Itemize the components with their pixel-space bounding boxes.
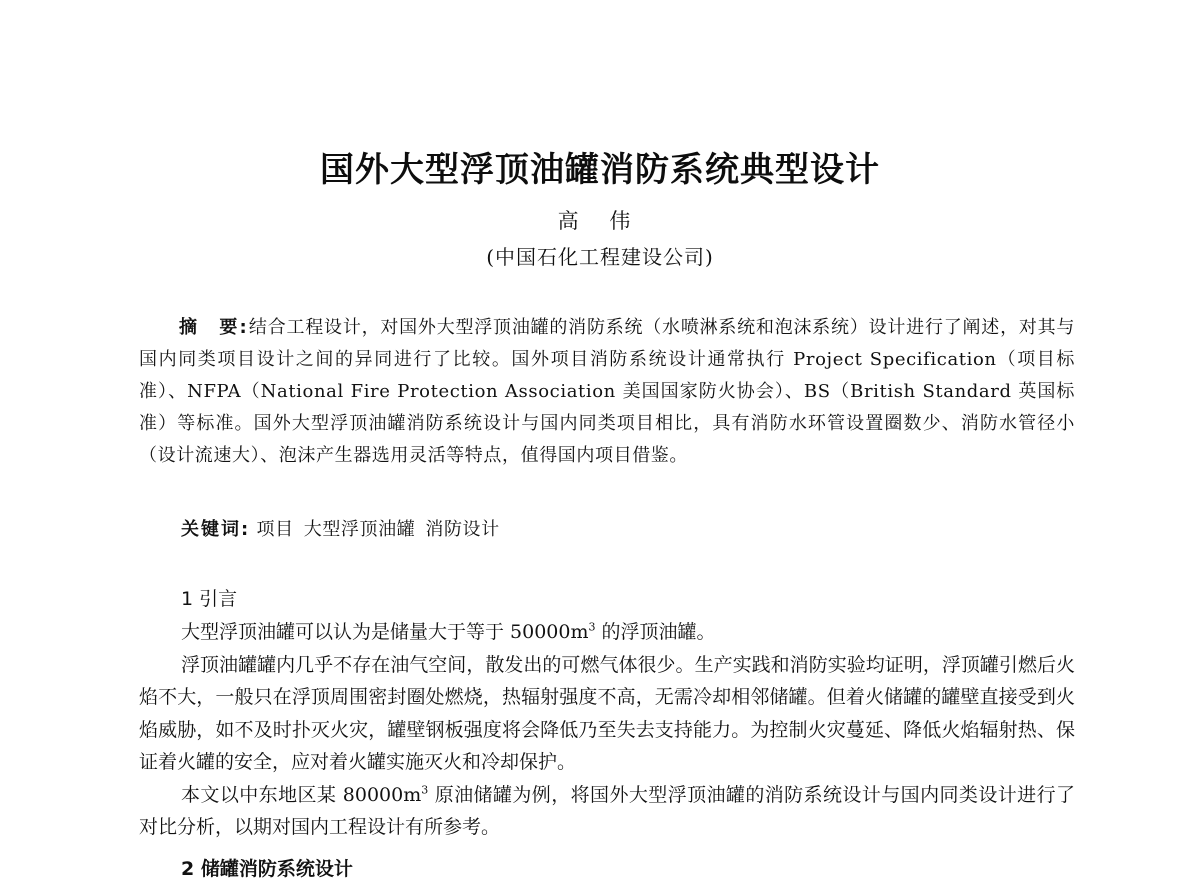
section-heading-intro: 1 引言 [181, 588, 238, 610]
abstract-text: 结合工程设计，对国外大型浮顶油罐的消防系统（水喷淋系统和泡沫系统）设计进行了阐述，对其与国内同类项目设计之间的异同进行了比较。国外项目消防系统设计通常执行 Project Specification（项目标准）、NFPA（National Fire Protection Association 美国国家防火协会）、BS（British Standard 英国标准）等标准。国外大型浮顶油罐消防系统设计与国内同类项目相比，具有消防水环管设置圈数少、消防水管径小（设计流速大）、泡沫产生器选用灵活等特点，值得国内项目借鉴。 [139, 317, 1075, 466]
author-affiliation: (中国石化工程建设公司) [486, 245, 714, 269]
keyword-item: 大型浮顶油罐 [303, 519, 416, 540]
keywords-line [181, 514, 510, 546]
keyword-item: 消防设计 [425, 519, 500, 540]
abstract-separator: : [239, 317, 249, 338]
author-name: 高 伟 [557, 209, 643, 233]
keywords-separator: : [241, 519, 251, 540]
paper-title: 国外大型浮顶油罐消防系统典型设计 [320, 150, 880, 190]
intro-p3-text-end: 原油储罐为例，将国外大型浮顶油罐的消防系统设计与国内同类设计进行了对比分析，以期对国内工程设计有所参考。 [139, 783, 1076, 838]
intro-p1-superscript: 3 [588, 620, 596, 634]
section-heading-design: 2 储罐消防系统设计 [181, 858, 353, 880]
keyword-item: 项目 [256, 519, 294, 540]
intro-p3-text: 本文以中东地区某 80000m [181, 783, 422, 806]
intro-paragraph-3 [139, 779, 1075, 844]
abstract-paragraph [139, 312, 1075, 472]
abstract-label: 摘 要 [179, 317, 240, 338]
intro-p1-text-end: 的浮顶油罐。 [595, 621, 716, 643]
keywords-label: 关键词 [181, 519, 241, 540]
intro-paragraph-1 [139, 616, 1075, 649]
intro-body [139, 616, 1075, 844]
intro-paragraph-2: 浮顶油罐罐内几乎不存在油气空间，散发出的可燃气体很少。生产实践和消防实验均证明，浮顶罐引燃后火焰不大，一般只在浮顶周围密封圈处燃烧，热辐射强度不高，无需冷却相邻储罐。但着火储罐的罐壁直接受到火焰威胁，如不及时扑灭火灾，罐壁钢板强度将会降低乃至失去支持能力。为控制火灾蔓延、降低火焰辐射热、保证着火罐的安全，应对着火罐实施灭火和冷却保护。 [139, 653, 1075, 773]
intro-p3-superscript: 3 [421, 783, 429, 797]
abstract-block [139, 312, 1075, 472]
intro-p1-text: 大型浮顶油罐可以认为是储量大于等于 50000m [181, 621, 589, 643]
